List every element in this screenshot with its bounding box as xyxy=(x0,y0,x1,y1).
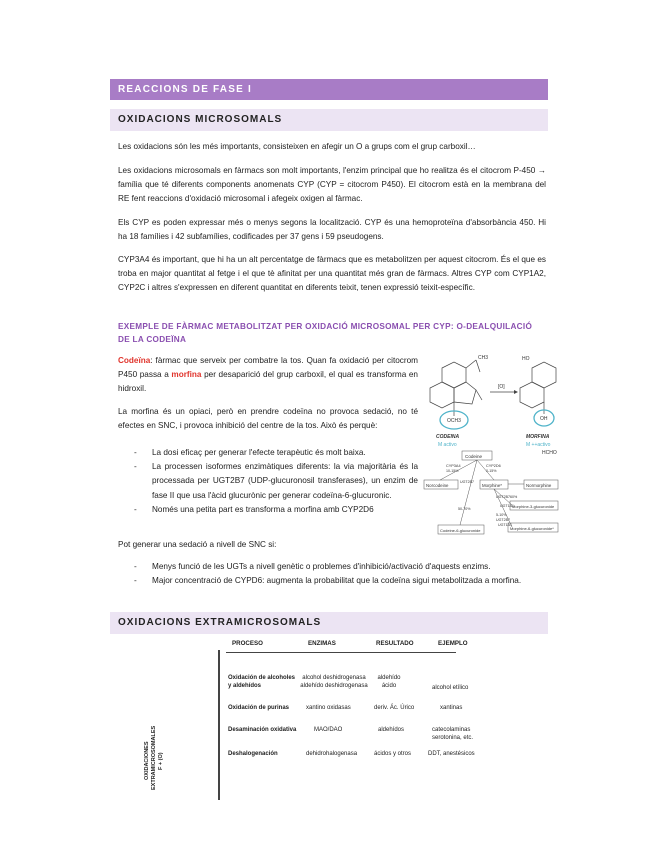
bullet-item: - Menys funció de les UGTs a nivell genètic o problemes d'inhibició/activació d'aquests enzims. xyxy=(118,560,546,574)
hcho-label: HCHO xyxy=(542,450,557,456)
example-heading: EXEMPLE DE FÀRMAC METABOLITZAT PER OXIDACIÓ MICROSOMAL PER CYP: O-DEALQUILACIÓ DE LA CODEÏNA xyxy=(118,322,533,344)
bullet-item: - La processen isoformes enzimàtiques diferents: la via majoritària és la processada per UGT2B7 (UDP-glucuronosil transferases), un enzim de fase II que usa l'àcid glucurònic per generar codeïna-6-glucuronic. xyxy=(118,460,418,503)
och3-label: OCH3 xyxy=(447,418,461,424)
side-label-3: F + (O) xyxy=(158,752,164,770)
ugt2b7-b-label: UGT2B7 xyxy=(496,495,510,499)
ho-label: HO xyxy=(522,356,530,362)
morfina-label: MORFINA xyxy=(526,434,550,440)
codeine-box: Codeine xyxy=(465,454,483,459)
paragraph-4: CYP3A4 és important, que hi ha un alt percentatge de fàrmacs que es metabolitzen per aquest citocrom. És el que es troba en major quantitat al fetge i el que tè afinitat per una quantitat més gran de fàrmacs. Altres CYP com CYP1A2, CYP2C i altres s'expressen en diferent quantitat en diferents teixit, tenen expressió teixit-específic. xyxy=(118,255,546,293)
pct-e-label: 5-10% xyxy=(496,513,507,517)
m6g-box: Morphine-6-glucuronide* xyxy=(510,526,554,531)
c6g-box: Codeine-6-glucuronide xyxy=(440,528,481,533)
cyp2d6-label: CYP2D6 xyxy=(486,464,501,468)
ch3-top-label: CH3 xyxy=(478,355,489,361)
table-side-labels xyxy=(140,680,170,800)
bullet-list-2 xyxy=(118,560,546,588)
header-resultado: RESULTADO xyxy=(376,640,414,647)
oxidation-label: [O] xyxy=(498,384,505,390)
codeina-highlight: Codeïna xyxy=(118,356,151,365)
ugt2b7-c-label: UGT2B7 xyxy=(496,518,510,522)
paragraph-6: La morfina és un opiaci, però en prendre codeïna no provoca sedació, no té efectes en SNC, i provoca inhibició del centre de la tos. Això és perquè: xyxy=(118,407,418,431)
normorphine-box: Normorphine xyxy=(526,483,552,488)
pct-a-label: 10-15% xyxy=(446,469,459,473)
pct-c-label: 50-70% xyxy=(458,507,471,511)
ugt1a1-a-label: UGT1A1 xyxy=(500,504,514,508)
table-header-rule xyxy=(226,652,456,653)
table-vertical-rule xyxy=(218,650,220,800)
m-mas-activo-label: M ++activo xyxy=(526,442,551,448)
oh-label: OH xyxy=(540,416,548,422)
pct-b-label: 0-15% xyxy=(486,469,497,473)
header-ejemplo: EJEMPLO xyxy=(438,640,468,647)
paragraph-3: Els CYP es poden expressar més o menys segons la localització. CYP és una hemoproteïna d'absorbància 450. Hi ha 18 famílies i 42 subfamílies, codificades per 37 gens i 59 pseudogens. xyxy=(118,218,546,242)
codeine-structure xyxy=(430,360,482,416)
pct-d-label: 60% xyxy=(510,495,518,499)
header-enzimas: ENZIMAS xyxy=(308,640,336,647)
morfina-highlight: morfina xyxy=(171,370,202,380)
morphine-structure xyxy=(520,362,556,414)
cyp3a4-label: CYP3A4 xyxy=(446,464,461,468)
section-banner-microsomals: OXIDACIONS MICROSOMALS xyxy=(110,109,548,131)
side-label-1: OXIDACIONES xyxy=(144,741,150,780)
bullet-sub-item: - Només una petita part es transforma a morfina amb CYP2D6 xyxy=(118,503,418,517)
paragraph-7: Pot generar una sedació a nivell de SNC si: xyxy=(118,540,277,549)
paragraph-codeina xyxy=(118,354,418,397)
codeina-text-a: : fàrmac que serveix per combatre la tos. Quan fa oxidació per citocrom P450 passa a xyxy=(118,356,418,380)
codeina-text-b: per desaparició del grup carboxil, el qual es transforma en hidroxil. xyxy=(118,370,418,394)
paragraph-1: Les oxidacions són les més importants, consisteixen en afegir un O a grups com el grup carboxil… xyxy=(118,142,476,151)
m-activo-label: M activo xyxy=(438,442,457,448)
bullet-item: - La dosi eficaç per generar l'efecte terapèutic és molt baixa. xyxy=(118,446,418,460)
bullet-list-1 xyxy=(118,446,418,517)
ugt1a1-b-label: UGT1A1 xyxy=(498,523,512,527)
m3g-box: Morphine-3-glucuronide xyxy=(512,504,555,509)
bullet-item: - Major concentració de CYPD6: augmenta la probabilitat que la codeïna sigui metabolitzada a morfina. xyxy=(118,574,546,588)
paragraph-2: Les oxidacions microsomals en fàrmacs son molt importants, l'enzim principal que ho realitza és el citocrom P-450 → família que té diferents components anomenats CYP (CYP = citocrom P450). El citocrom està en la membrana del RE fent reaccions d'oxidació microsomal i afegeix oxigen al fàrmac. xyxy=(118,166,546,204)
side-label-2: EXTRAMICROSOMALES xyxy=(151,725,157,790)
header-proceso: PROCESO xyxy=(232,640,263,647)
norcodeine-box: Norcodeine xyxy=(426,483,449,488)
section-banner-extramicrosomals: OXIDACIONS EXTRAMICROSOMALS xyxy=(110,612,548,634)
codeina-label: CODEINA xyxy=(436,434,460,440)
ugt2b7-a-label: UGT2B7 xyxy=(460,480,474,484)
document-page: REACCIONS DE FASE I OXIDACIONS MICROSOMALS Les oxidacions són les més importants, consisteixen en afegir un O a grups com el grup carboxil… Les oxidacions microsomals en fàrmacs son molt importants, l'enzim principal que ho realitza és el citocrom P-450 → família que té diferents components anomenats CYP (CYP = citocrom P450). El citocrom està en la membrana del RE fent reaccions d'oxidació microsomal i afegeix oxigen al fàrmac. Els CYP es poden expressar més o menys segons la localització. CYP és una hemoproteïna d'absorbància 450. Hi ha 18 famílies i 42 subfamílies, codificades per 37 gens i 59 pseudogens. CYP3A4 és important, que hi ha un alt percentatge de fàrmacs que es metabolitzen per aquest citocrom. És el que es troba en major quantitat al fetge i el que tè afinitat per una quantitat més gran de fàrmacs. Altres CYP com CYP1A2, CYP2C i altres s'expressen en diferent quantitat en diferents teixit, tenen expressió teixit-específic. EXEMPLE DE FÀRMAC METABOLITZAT PER OXIDACIÓ MICROSOMAL PER CYP: O-DEALQUILACIÓ DE LA CODEÏNA Codeïna: fàrmac que serveix per combatre la tos. Quan fa oxidació per citocrom P450 passa a morfina per desaparició del grup carboxil, el qual es transforma en hidroxil. La morfina és un opiaci, però en prendre codeïna no provoca sedació, no té efectes en SNC, i provoca inhibició del centre de la tos. Això és perquè: - La dosi eficaç per generar l'efecte terapèutic és molt baixa. - La processen isoformes enzimàtiques diferents: la via majoritària és la processada per UGT2B7 (UDP-glucuronosil transferases), un enzim de fase II que usa l'àcid glucurònic per generar codeïna-6-glucuronic. - Només una petita part es transforma a morfina amb CYP2D6 Pot generar una sedació a nivell de SNC si: - Menys funció de les UGTs a nivell genètic o problemes d'inhibició/activació d'aquests enzims. - Major concentració de CYPD6: augmenta la probabilitat que la codeïna sigui metabolitzada a morfina. OXIDACIONS EXTRAMICROSOMALS CH3 OCH3 CODEINA M activo [O] HO OH MORFINA M ++activo Codeine Norcodeine Morphine* Normorphine Morphine-3-glucuronide Morphine-6-glucuronide* Codeine-6-glucuronide CYP3A4 10-15% CYP2D6 0-15% UGT2B7 50-70% UGT2B7 60% UGT1A1 5-10% UGT2B7 UGT1A1 HCHO OXIDACIONES EXTRAMICROSOMALES F + (O) PROCESO ENZIMAS RESULTADO EJEMPLO Oxidación de alcoholes y aldehídos alcohol deshidrogenasa aldehído deshidrogenasa aldehído ácido alcohol etílico Oxidación de purinas xantino oxidasas deriv. Ác. Úrico xantinas Desaminación oxidativa MAO/DAO aldehídos catecolaminas serotonina, etc. Deshalogenación dehidrohalogenasa ácidos y otros DDT, anestésicos xyxy=(0,0,655,848)
section-banner-fase1: REACCIONS DE FASE I xyxy=(110,79,548,100)
morphine-box: Morphine* xyxy=(482,483,503,488)
codeine-metabolism-figure xyxy=(420,350,560,545)
